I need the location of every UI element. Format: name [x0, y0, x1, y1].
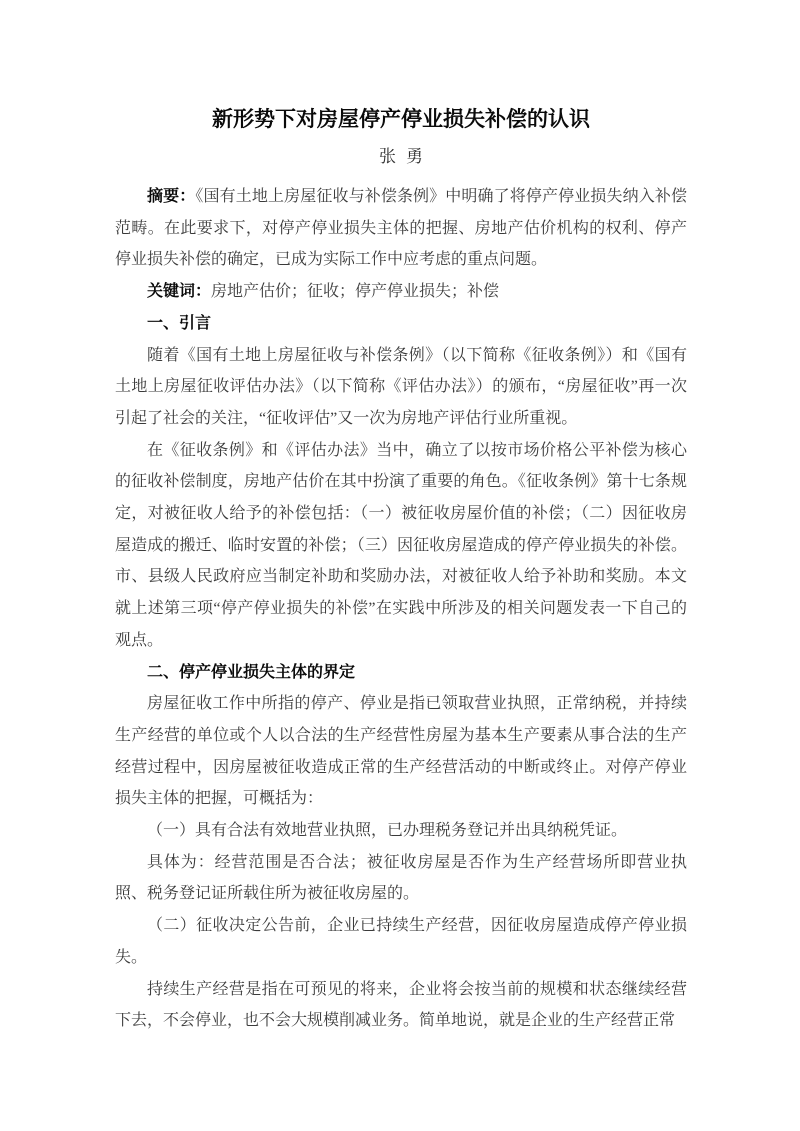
document-page — [115, 104, 687, 1037]
paragraph: （一）具有合法有效地营业执照，已办理税务登记并出具纳税凭证。 — [147, 822, 628, 840]
abstract-paragraph — [115, 181, 687, 276]
paragraph: 房屋征收工作中所指的停产、停业是指已领取营业执照，正常纳税，并持续生产经营的单位或个人以合法的生产经营性房屋为基本生产要素从事合法的生产经营过程中，因房屋被征收造成正常的生产经营活动的中断或终止。对停产停业损失主体的把握，可概括为： — [115, 695, 687, 808]
keywords-paragraph — [115, 276, 687, 308]
paragraph: 在《征收条例》和《评估办法》当中，确立了以按市场价格公平补偿为核心的征收补偿制度，房地产估价在其中扮演了重要的角色。《征收条例》第十七条规定，对被征收人给予的补偿包括：（一）被征收房屋价值的补偿；（二）因征收房屋造成的搬迁、临时安置的补偿；（三）因征收房屋造成的停产停业损失的补偿。市、县级人民政府应当制定补助和奖励办法，对被征收人给予补助和奖励。本文就上述第三项“停产停业损失的补偿”在实践中所涉及的相关问题发表一下自己的观点。 — [115, 441, 687, 649]
keywords-text: 房地产估价；征收；停产停业损失；补偿 — [211, 283, 500, 301]
paragraph: （二）征收决定公告前，企业已持续生产经营，因征收房屋造成停产停业损失。 — [115, 917, 687, 966]
paragraph: 持续生产经营是指在可预见的将来，企业将会按当前的规模和状态继续经营下去，不会停业，也不会大规模削减业务。简单地说，就是企业的生产经营正常 — [115, 980, 687, 1030]
section-heading-loss-subject-definition: 二、停产停业损失主体的界定 — [147, 663, 356, 681]
paragraph: 具体为：经营范围是否合法；被征收房屋是否作为生产经营场所即营业执照、税务登记证所载住所为被征收房屋的。 — [115, 853, 687, 903]
paragraph: 随着《国有土地上房屋征收与补偿条例》（以下简称《征收条例》）和《国有土地上房屋征收评估办法》（以下简称《评估办法》）的颁布，“房屋征收”再一次引起了社会的关注，“征收评估”又一次为房地产评估行业所重视。 — [115, 346, 687, 427]
paper-title: 新形势下对房屋停产停业损失补偿的认识 — [212, 107, 590, 131]
abstract-text: 《国有土地上房屋征收与补偿条例》中明确了将停产停业损失纳入补偿范畴。在此要求下，对停产停业损失主体的把握、房地产估价机构的权利、停产停业损失补偿的确定，已成为实际工作中应考虑的重点问题。 — [115, 188, 687, 269]
keywords-label: 关键词： — [147, 283, 212, 301]
abstract-label: 摘要： — [147, 188, 196, 205]
paper-author: 张勇 — [379, 147, 433, 166]
section-heading-introduction: 一、引言 — [147, 314, 212, 332]
paper-body — [115, 181, 687, 1037]
